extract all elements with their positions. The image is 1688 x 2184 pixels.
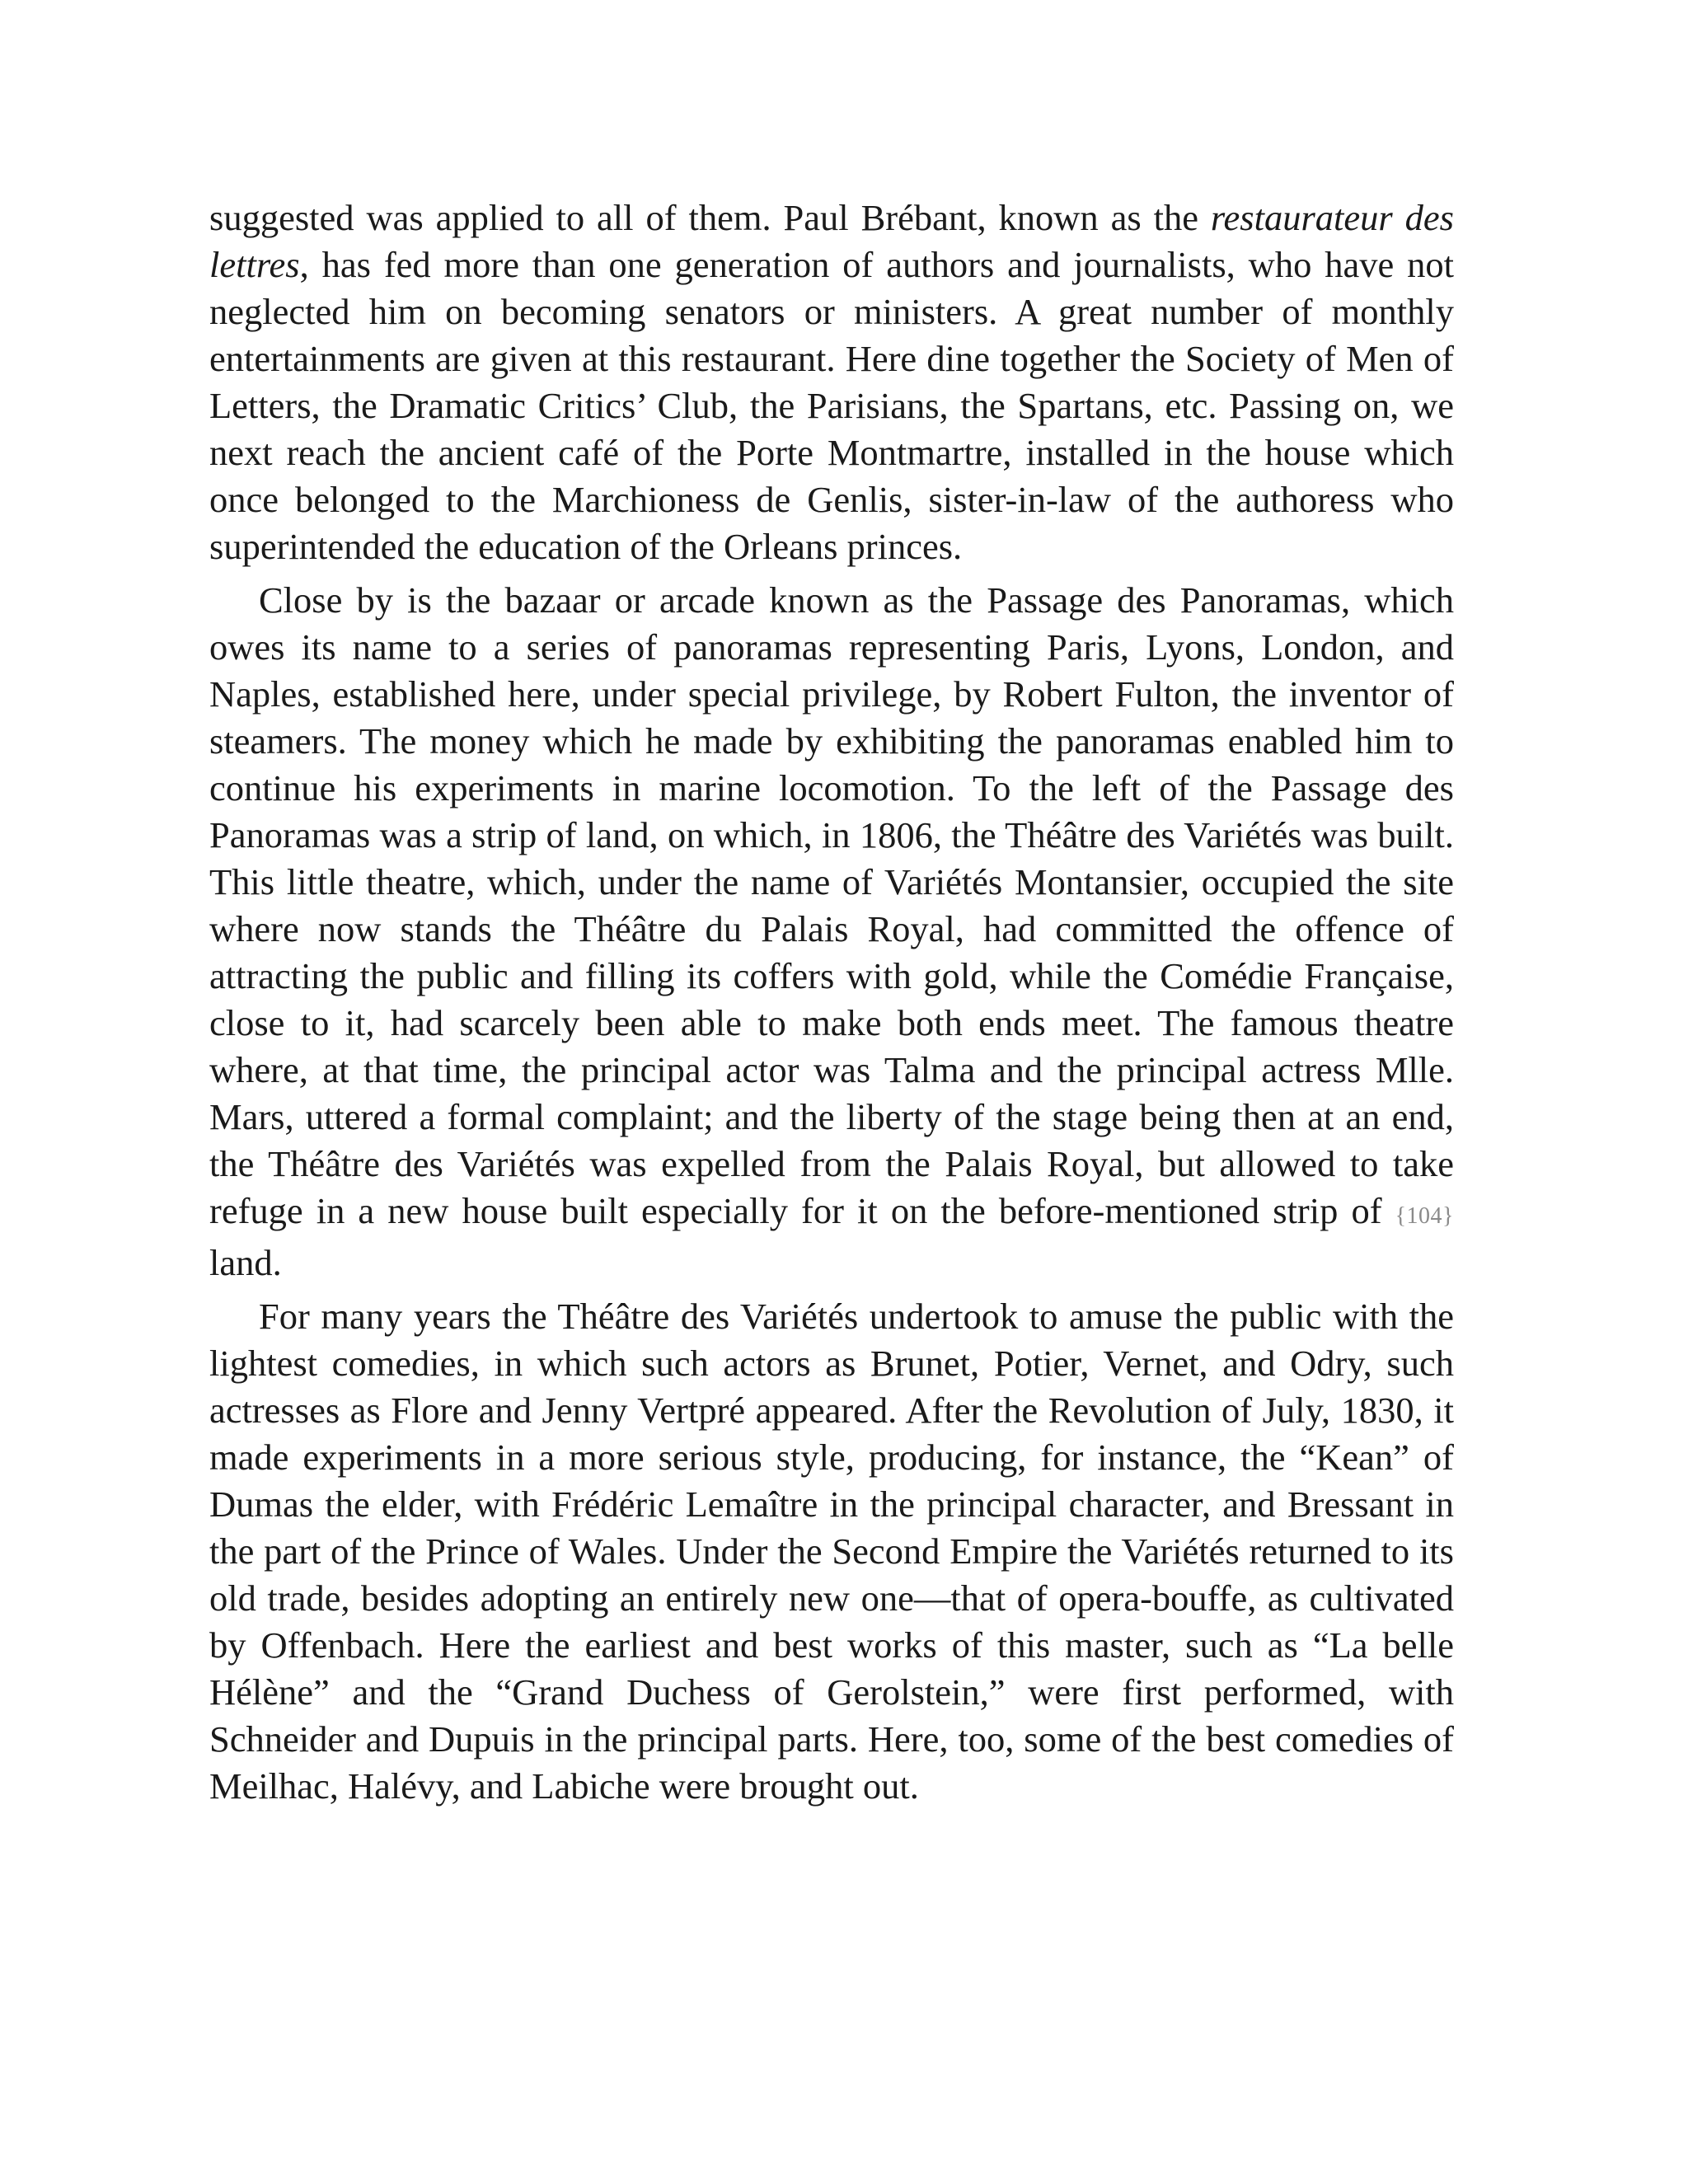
- page-number-marker: {104}: [1395, 1203, 1454, 1229]
- paragraph-2-text-b: land.: [209, 1242, 282, 1283]
- paragraph-1-italic-phrase: restaurateur des lettres: [209, 197, 1454, 285]
- paragraph-2: [209, 577, 1454, 1286]
- paragraph-1-text-b: , has fed more than one generation of authors and journalists, who have not neglected him on becoming senators or ministers. A great number of monthly entertainments are given at this restaurant. Here dine together the Society of Men of Letters, the Dramatic Critics’ Club, the Parisians, the Spartans, etc. Passing on, we next reach the ancient café of the Porte Montmartre, installed in the house which once belonged to the Marchioness de Genlis, sister-in-law of the authoress who superintended the education of the Orleans princes.: [209, 244, 1454, 567]
- document-page: [209, 194, 1454, 1816]
- paragraph-2-text-a: Close by is the bazaar or arcade known as the Passage des Panoramas, which owes its name to a series of panoramas representing Paris, Lyons, London, and Naples, established here, under special privilege, by Robert Fulton, the inventor of steamers. The money which he made by exhibiting the panoramas enabled him to continue his experiments in marine locomotion. To the left of the Passage des Panoramas was a strip of land, on which, in 1806, the Théâtre des Variétés was built. This little theatre, which, under the name of Variétés Montansier, occupied the site where now stands the Théâtre du Palais Royal, had committed the offence of attracting the public and filling its coffers with gold, while the Comédie Française, close to it, had scarcely been able to make both ends meet. The famous theatre where, at that time, the principal actor was Talma and the principal actress Mlle. Mars, uttered a formal complaint; and the liberty of the stage being then at an end, the Théâtre des Variétés was expelled from the Palais Royal, but allowed to take refuge in a new house built especially for it on the before-mentioned strip of: [209, 579, 1454, 1231]
- paragraph-1-text-a: suggested was applied to all of them. Paul Brébant, known as the: [209, 197, 1211, 238]
- paragraph-3-text-a: For many years the Théâtre des Variétés undertook to amuse the public with the lightest comedies, in which such actors as Brunet, Potier, Vernet, and Odry, such actresses as Flore and Jenny Vertpré appeared. After the Revolution of July, 1830, it made experiments in a more serious style, producing, for instance, the “Kean” of Dumas the elder, with Frédéric Lemaître in the principal character, and Bressant in the part of the Prince of Wales. Under the Second Empire the Variétés returned to its old trade, besides adopting an entirely new one—that of opera-bouffe, as cultivated by Offenbach. Here the earliest and best works of this master, such as “La belle Hélène” and the “Grand Duchess of Gerolstein,” were first performed, with Schneider and Dupuis in the principal parts. Here, too, some of the best comedies of Meilhac, Halévy, and Labiche were brought out.: [209, 1296, 1454, 1807]
- paragraph-1: [209, 194, 1454, 570]
- paragraph-3: [209, 1293, 1454, 1810]
